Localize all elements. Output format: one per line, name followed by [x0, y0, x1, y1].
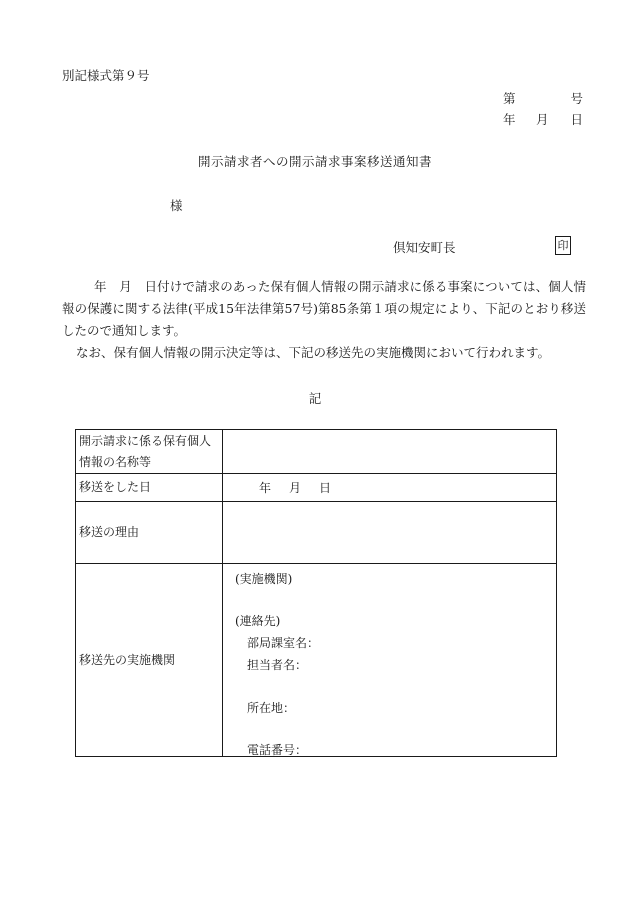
ki-heading: 記	[308, 391, 322, 406]
transfer-reason-label: 移送の理由	[76, 502, 223, 564]
transfer-reason-value	[223, 502, 557, 564]
notice-body	[62, 276, 586, 364]
destination-agency-label: 移送先の実施機関	[76, 564, 223, 757]
document-title: 開示請求者への開示請求事案移送通知書	[197, 154, 432, 169]
issuer-name: 倶知安町長	[393, 240, 456, 255]
issue-date-year: 年	[503, 112, 516, 127]
phone-line: 電話番号：	[247, 743, 308, 757]
table-row	[76, 430, 557, 474]
destination-agency-value	[223, 564, 557, 757]
issue-date-day: 日	[570, 112, 583, 127]
address-line: 所在地：	[247, 701, 296, 715]
table-row	[76, 564, 557, 757]
table-row	[76, 474, 557, 502]
personal-info-name-label: 開示請求に係る保有個人情報の名称等	[76, 430, 223, 474]
transfer-date-value	[223, 474, 557, 502]
transfer-date-year: 年	[259, 481, 272, 495]
transfer-date-label: 移送をした日	[76, 474, 223, 502]
person-line: 担当者名：	[247, 658, 308, 672]
personal-info-name-value	[223, 430, 557, 474]
agency-line: (実施機関)	[235, 572, 293, 586]
notice-paragraph-2: なお、保有個人情報の開示決定等は、下記の移送先の実施機関において行われます。	[76, 345, 551, 360]
table-row	[76, 502, 557, 564]
transfer-date-month: 月	[289, 481, 302, 495]
form-number: 別記様式第９号	[62, 68, 150, 83]
seal-mark: 印	[555, 236, 571, 255]
department-line: 部局課室名：	[247, 636, 320, 650]
notice-paragraph-1: 年 月 日付けで請求のあった保有個人情報の開示請求に係る事案については、個人情報の保護に関する法律(平成15年法律第57号)第85条第１項の規定により、下記のとおり移送したので通知します。	[62, 279, 586, 338]
issue-date-month: 月	[536, 112, 549, 127]
transfer-date-day: 日	[319, 481, 332, 495]
doc-number-suffix: 号	[570, 91, 583, 106]
transfer-details-table	[75, 429, 557, 757]
doc-number-prefix: 第	[503, 91, 516, 106]
contact-line: (連絡先)	[235, 614, 281, 628]
addressee: 様	[170, 198, 183, 213]
